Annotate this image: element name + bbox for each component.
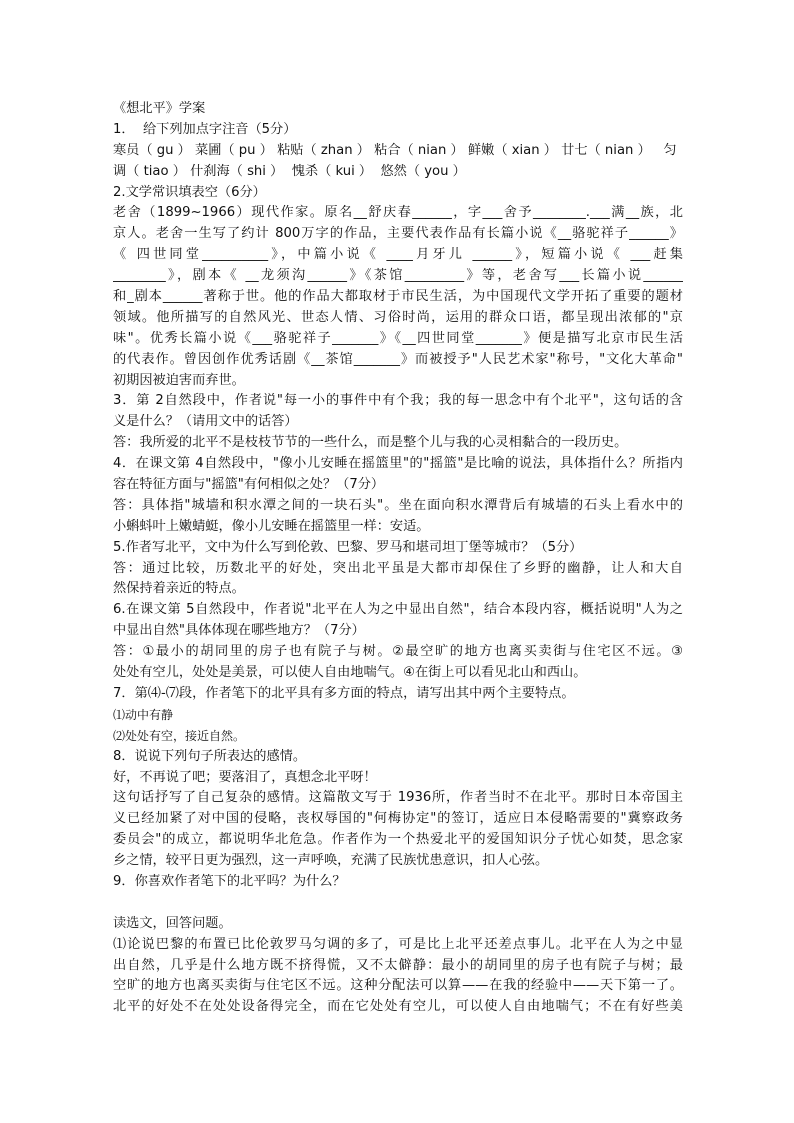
text-line: 和_剧本______著称于世。他的作品大都取材于市民生活，为中国现代文学开拓了重要的题材: [113, 289, 683, 305]
document-page: [113, 99, 683, 1018]
text-line: 空旷的地方也离买卖街与住宅区不远。这种分配法可以算——在我的经验中——天下第一了。: [113, 978, 683, 994]
text-line: 出自然，几乎是什么地方既不挤得慌，又不太僻静：最小的胡同里的房子也有院子与树；最: [113, 957, 683, 973]
text-line: 读选文，回答问题。: [113, 915, 232, 931]
text-line: 寒员（ gu ） 菜圃（ pu ） 粘贴（ zhan ） 粘合（ nian ） 鲜嫩（ xian ） 廿七（ nian ） 匀: [113, 142, 677, 158]
text-line: 2.文学常识填表空（6分）: [113, 184, 266, 200]
text-line: 初期因被迫害而弃世。: [113, 372, 245, 388]
blank-line: [113, 893, 683, 914]
text-line: 《 四世同堂__________》，中篇小说《 ____月牙儿 ______》，短篇小说《 ___赶集: [113, 247, 683, 263]
text-line: 好，不再说了吧；要落泪了，真想念北平呀！: [113, 769, 377, 785]
text-line: 的代表作。曾因创作优秀话剧《__茶馆_______》而被授予"人民艺术家"称号，"文化大革命": [113, 351, 683, 367]
text-line: 4．在课文第 4自然段中，"像小儿安睡在摇篮里"的"摇篮"是比喻的说法，具体指什么？所指内: [113, 456, 683, 472]
text-line: 委员会"的成立，都说明华北危急。作者作为一个热爱北平的爱国知识分子忧心如焚，思念家: [113, 832, 683, 848]
text-line: 7．第⑷-⑺段，作者笔下的北平具有多方面的特点，请写出其中两个主要特点。: [113, 685, 575, 701]
text-line: 答：通过比较，历数北平的好处，突出北平虽是大都市却保住了乡野的幽静，让人和大自: [113, 560, 683, 576]
text-line: 《想北平》学案: [113, 101, 206, 116]
text-line: 北平的好处不在处处设备得完全，而在它处处有空儿，可以使人自由地喘气；不在有好些美: [113, 999, 683, 1015]
text-line: 6.在课文第 5自然段中，作者说"北平在人为之中显出自然"，结合本段内容，概括说明"人为之: [113, 602, 683, 618]
text-line: 领域。他所描写的自然风光、世态人情、习俗时尚，运用的群众口语，都呈现出浓郁的"京: [113, 309, 683, 325]
text-line: 1． 给下列加点字注音（5分）: [113, 121, 297, 137]
text-line: 乡之情，较平日更为强烈，这一声呼唤，充满了民族忧患意识，扣人心弦。: [113, 853, 549, 869]
text-line: 容在特征方面与"摇篮"有何相似之处？（7分）: [113, 477, 385, 493]
text-line: 调（ tiao ） 什刹海（ shi ） 愧杀（ kui ） 悠然（ you ）: [113, 163, 466, 179]
text-line: 处处有空儿，处处是美景，可以使人自由地喘气。④在街上可以看见北山和西山。: [113, 665, 587, 681]
text-line: 中显出自然"具体体现在哪些地方？（7分）: [113, 623, 365, 639]
text-line: 义已经加紧了对中国的侵略，丧权辱国的"何梅协定"的签订，适应日本侵略需要的"冀察政务: [113, 811, 683, 827]
text-line: ________》，剧本《 __龙须沟______》《茶馆_________》等，老舍写___长篇小说______: [113, 268, 683, 284]
text-line: 然保持着亲近的特点。: [113, 581, 245, 597]
text-line: 答：具体指"城墙和积水潭之间的一块石头"。坐在面向积水潭背后有城墙的石头上看水中的: [113, 497, 683, 513]
text-line: 老舍（1899~1966）现代作家。原名__舒庆春______，字___舍予________.___满__族，北: [113, 205, 683, 221]
text-line: 答：我所爱的北平不是枝枝节节的一些什么，而是整个儿与我的心灵相黏合的一段历史。: [113, 435, 628, 451]
text-line: ⑴动中有静: [113, 707, 174, 722]
text-line: ⑴论说巴黎的布置已比伦敦罗马匀调的多了，可是比上北平还差点事儿。北平在人为之中显: [113, 936, 683, 952]
text-line: 8．说说下列句子所表达的感情。: [113, 748, 307, 764]
text-line: ⑵处处有空，接近自然。: [113, 728, 246, 743]
text-line: 5.作者写北平，文中为什么写到伦敦、巴黎、罗马和堪司坦丁堡等城市？（5分）: [113, 539, 583, 555]
text-line: 这句话抒写了自己复杂的感情。这篇散文写于 1936所，作者当时不在北平。那时日本帝国主: [113, 790, 683, 806]
text-line: 9．你喜欢作者笔下的北平吗？为什么？: [113, 873, 346, 889]
text-line: 京人。老舍一生写了约计 800万字的作品，主要代表作品有长篇小说《__骆驼祥子______》: [113, 226, 683, 242]
text-line: 小蝌蚪叶上嫩蜻蜓，像小儿安睡在摇篮里一样：安适。: [113, 518, 430, 534]
text-line: 味"。优秀长篇小说《___骆驼祥子_______》《__四世同堂_______》便是描写北京市民生活: [113, 330, 683, 346]
text-line: 3．第 2自然段中，作者说"每一小的事件中有个我；我的每一思念中有个北平"，这句话的含: [113, 393, 683, 409]
text-line: 答：①最小的胡同里的房子也有院子与树。②最空旷的地方也离买卖街与住宅区不远。③: [113, 644, 683, 660]
text-line: 义是什么？（请用文中的话答）: [113, 414, 298, 430]
